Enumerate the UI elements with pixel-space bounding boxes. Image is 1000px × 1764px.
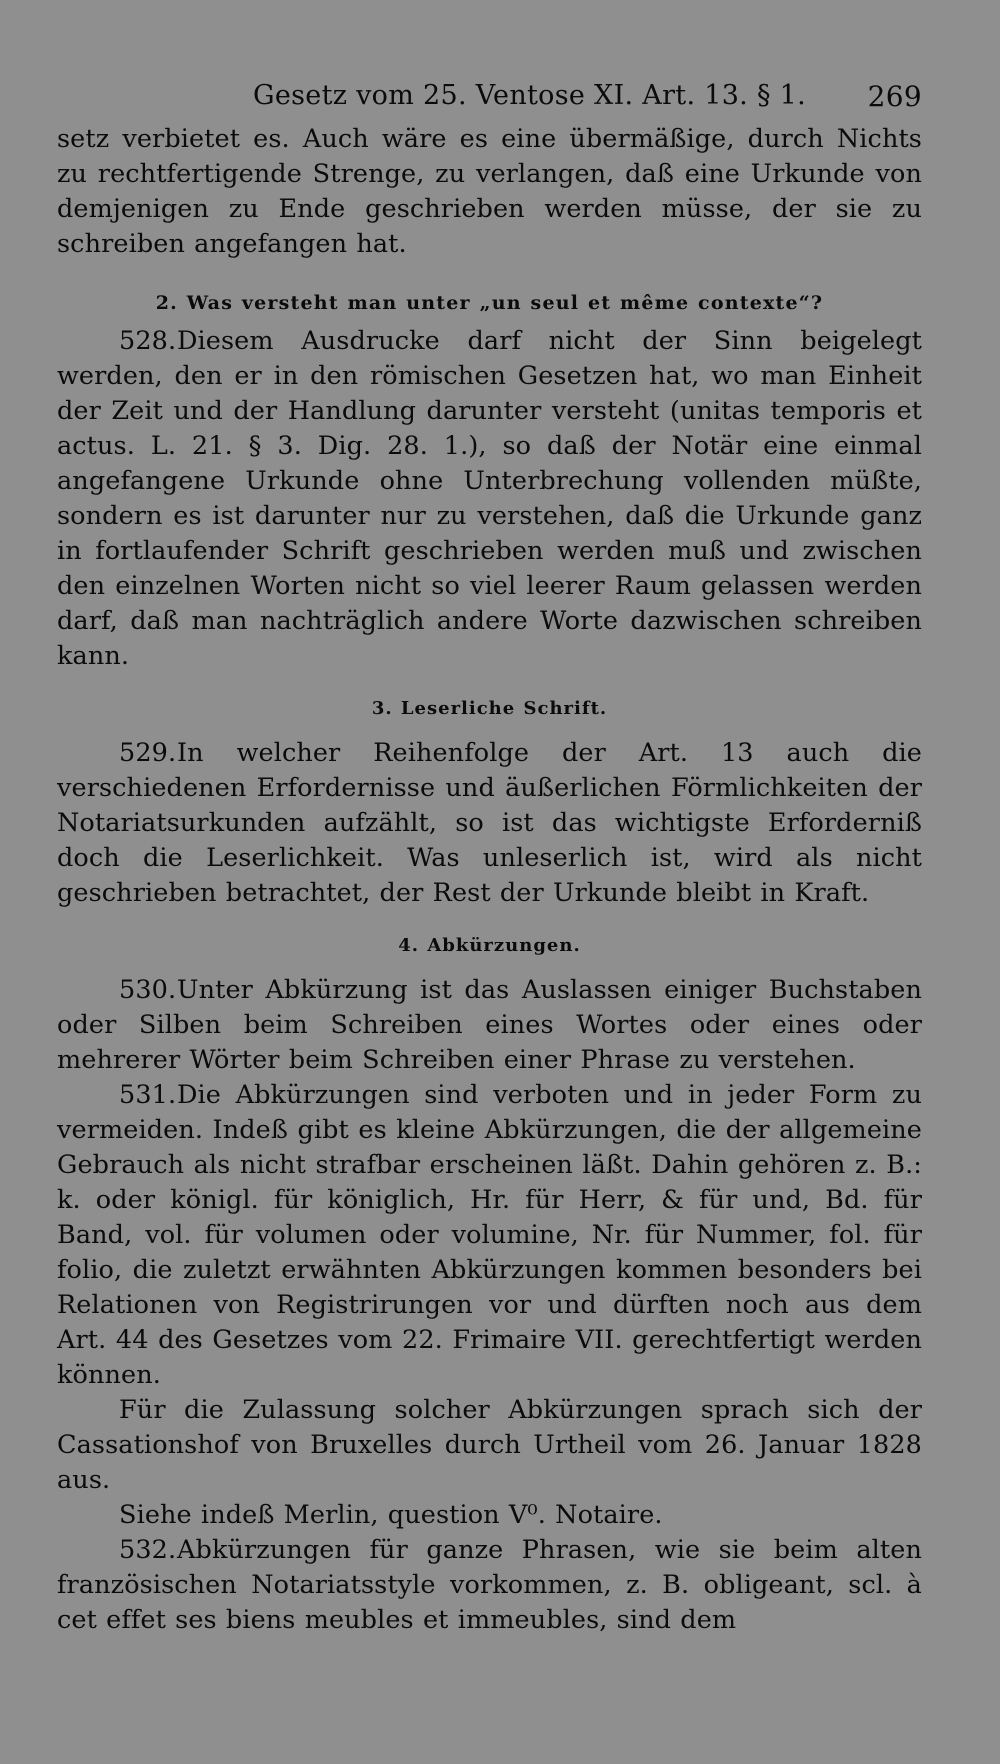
paragraph-530 [57, 973, 922, 1078]
paragraph-532 [57, 1533, 922, 1638]
paragraph-number-531: 531. [119, 1080, 177, 1110]
paragraph-text-530: Unter Abkürzung ist das Auslassen einiger Buchstaben oder Silben beim Schreiben eines Wortes oder eines oder mehrerer Wörter beim Schreiben einer Phrase zu verstehen. [57, 975, 922, 1075]
paragraph-number-532: 532. [119, 1535, 177, 1565]
paragraph-text-529: In welcher Reihenfolge der Art. 13 auch die verschiedenen Erfordernisse und äußerlichen Förmlichkeiten der Notariatsurkunden aufzählt, so ist das wichtigste Erforderniß doch die Leserlichkeit. Was unleserlich ist, wird als nicht geschrieben betrachtet, der Rest der Urkunde bleibt in Kraft. [57, 738, 922, 908]
paragraph-528 [57, 324, 922, 674]
running-head [57, 80, 922, 122]
paragraph-number-530: 530. [119, 975, 177, 1005]
paragraph-merlin: Siehe indeß Merlin, question V⁰. Notaire. [119, 1500, 663, 1530]
paragraph-number-529: 529. [119, 738, 177, 768]
paragraph-text-528: Diesem Ausdrucke darf nicht der Sinn beigelegt werden, den er in den römischen Gesetzen hat, wo man Einheit der Zeit und der Handlung darunter versteht (unitas temporis et actus. L. 21. § 3. Dig. 28. 1.), so daß der Notär eine einmal angefangene Urkunde ohne Unterbrechung vollenden müßte, sondern es ist darunter nur zu verstehen, daß die Urkunde ganz in fortlaufender Schrift geschrieben werden muß und zwischen den einzelnen Worten nicht so viel leerer Raum gelassen werden darf, daß man nachträglich andere Worte dazwischen schreiben kann. [57, 326, 922, 671]
paragraph-text-532: Abkürzungen für ganze Phrasen, wie sie beim alten französischen Notariatsstyle vorkommen, z. B. obligeant, scl. à cet effet ses biens meubles et immeubles, sind dem [57, 1535, 922, 1635]
paragraph-intro: setz verbietet es. Auch wäre es eine übermäßige, durch Nichts zu rechtfertigende Strenge, zu verlangen, daß eine Urkunde von demjenigen zu Ende geschrieben werden müsse, der sie zu schreiben angefangen hat. [57, 124, 922, 259]
paragraph-531 [57, 1078, 922, 1393]
text-body [57, 122, 922, 1638]
paragraph-text-531: Die Abkürzungen sind verboten und in jeder Form zu vermeiden. Indeß gibt es kleine Abkürzungen, die der allgemeine Gebrauch als nicht strafbar erscheinen läßt. Dahin gehören z. B.: k. oder königl. für königlich, Hr. für Herr, & für und, Bd. für Band, vol. für volumen oder volumine, Nr. für Nummer, fol. für folio, die zuletzt erwähnten Abkürzungen kommen besonders bei Relationen von Registrirungen vor und dürften noch aus dem Art. 44 des Gesetzes vom 22. Frimaire VII. gerechtfertigt werden können. [57, 1080, 922, 1390]
paragraph-529 [57, 736, 922, 911]
paragraph-number-528: 528. [119, 326, 177, 356]
paragraph-cassation: Für die Zulassung solcher Abkürzungen sprach sich der Cassationshof von Bruxelles durch Urtheil vom 26. Januar 1828 aus. [57, 1395, 922, 1495]
section-heading-2: 2. Was versteht man unter „un seul et même contexte“? [155, 292, 824, 314]
page-number: 269 [867, 80, 922, 113]
running-title: Gesetz vom 25. Ventose XI. Art. 13. § 1. [252, 80, 806, 111]
section-heading-3: 3. Leserliche Schrift. [371, 698, 608, 719]
section-heading-4: 4. Abkürzungen. [398, 935, 581, 956]
